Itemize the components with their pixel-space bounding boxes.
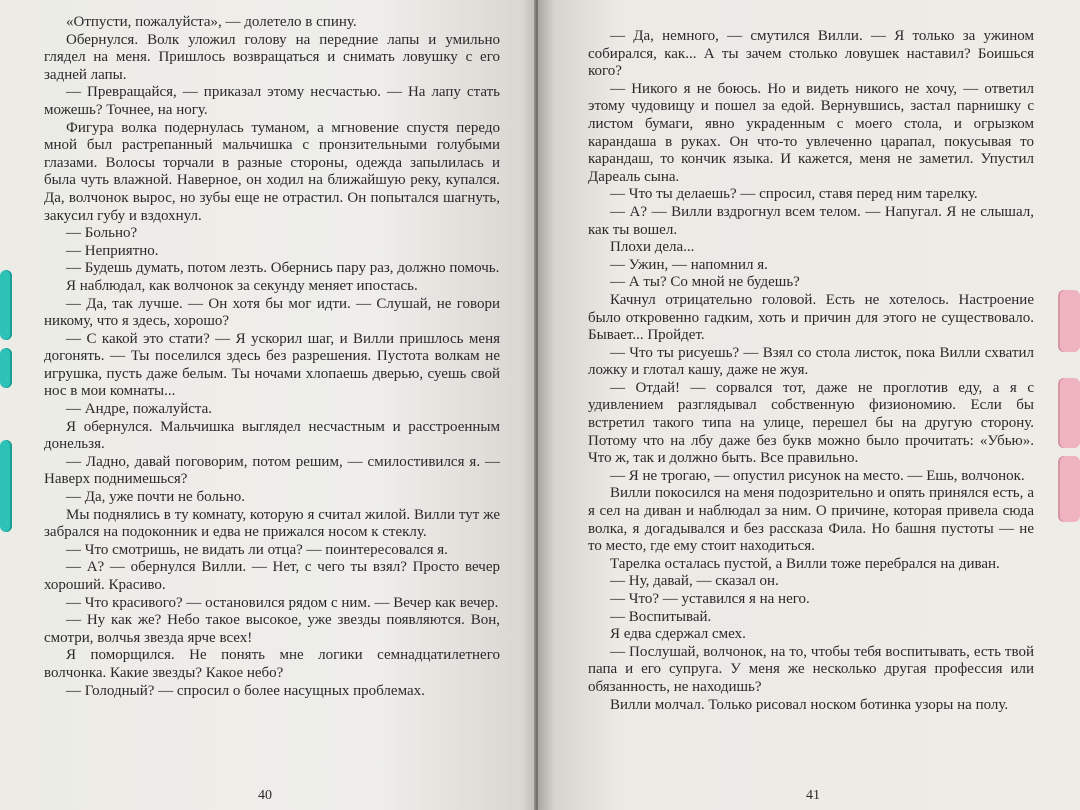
paragraph: Качнул отрицательно головой. Есть не хотелось. Настроение было откровенно гадким, хоть и причин для этого не существовало. Бывает... Пройдет. <box>588 291 1034 344</box>
paragraph: Я обернулся. Мальчишка выглядел несчастным и расстроенным донельзя. <box>44 418 500 453</box>
paragraph: — Ужин, — напомнил я. <box>610 256 768 273</box>
paragraph: — Ладно, давай поговорим, потом решим, — смилостивился я. — Наверх поднимешься? <box>44 453 500 488</box>
right-page <box>538 0 1080 810</box>
paragraph: — Я не трогаю, — опустил рисунок на место. — Ешь, волчонок. <box>610 467 1025 484</box>
left-page-text <box>44 14 500 700</box>
paragraph: — Андре, пожалуйста. <box>66 401 213 418</box>
paragraph: — Что? — уставился я на него. <box>610 591 810 607</box>
pink-bookmark-tab-middle <box>1058 378 1080 448</box>
paragraph: — Никого я не боюсь. Но и видеть никого не хочу, — ответил этому чудовищу и пошел за едой. Вернувшись, застал парнишку с листом бумаги, явно украденным с моего стола, и огрызком карандаша в руках. Он что-то увлеченно царапал, покусывая то карандаш, то кончик языка. И кажется, меня не заметил. Упустил Дареаль сына. <box>588 80 1034 185</box>
right-page-text <box>588 28 1034 714</box>
paragraph: Вилли молчал. Только рисовал носком ботинка узоры на полу. <box>610 696 1009 713</box>
paragraph: Фигура волка подернулась туманом, а мгновение спустя передо мной был растрепанный мальчишка с пронзительными голубыми глазами. Волосы торчали в разные стороны, одежда запылилась и была чуть влажной. Наверное, он ходил на ближайшую реку, купался. Да, волчонок вырос, но зубы еще не отрастил. Он попытался шагнуть, закусил губу и вздохнул. <box>44 119 500 224</box>
paragraph: Я едва сдержал смех. <box>610 626 746 643</box>
paragraph: — Да, немного, — смутился Вилли. — Я только за ужином собирался, как... А ты зачем столько ловушек наставил? Боишься кого? <box>588 28 1034 80</box>
paragraph: — Ну, давай, — сказал он. <box>610 573 779 590</box>
paragraph: — С какой это стати? — Я ускорил шаг, и Вилли пришлось меня догонять. — Ты поселился здесь без разрешения. Пустота волкам не игрушка, пусть даже белым. Ты ночами хлопаешь дверью, суешь свой нос в мои комнаты... <box>44 330 500 400</box>
paragraph: — Что ты делаешь? — спросил, ставя перед ним тарелку. <box>610 186 978 203</box>
paragraph: — Голодный? — спросил о более насущных проблемах. <box>66 682 425 699</box>
paragraph: Тарелка осталась пустой, а Вилли тоже перебрался на диван. <box>610 555 1000 572</box>
paragraph: Я поморщился. Не понять мне логики семнадцатилетнего волчонка. Какие звезды? Какое небо? <box>44 647 500 681</box>
paragraph: Плохи дела... <box>610 239 695 256</box>
paragraph: Вилли покосился на меня подозрительно и опять принялся есть, а я сел на диван и наблюдал за ним. О причине, которая привела сюда волка, я догадывался и без рассказа Фила. Но башня пустоты — не то место, где ему стоит находиться. <box>588 485 1034 555</box>
paragraph: — Будешь думать, потом лезть. Обернись пару раз, должно помочь. <box>66 260 500 277</box>
paragraph: «Отпусти, пожалуйста», — долетело в спину. <box>66 14 357 30</box>
paragraph: — Ну как же? Небо такое высокое, уже звезды появляются. Вон, смотри, волчья звезда ярче всех! <box>44 612 500 646</box>
paragraph: — А ты? Со мной не будешь? <box>610 274 800 291</box>
left-page-number: 40 <box>258 788 272 803</box>
paragraph: — Что смотришь, не видать ли отца? — поинтересовался я. <box>66 541 448 558</box>
paragraph: — Воспитывай. <box>610 608 712 625</box>
paragraph: — Послушай, волчонок, на то, чтобы тебя воспитывать, есть твой папа и его супруга. У меня же несколько другая профессия или обязанность, не находишь? <box>588 643 1034 695</box>
pink-bookmark-tab-lower <box>1058 456 1080 522</box>
paragraph: — Да, уже почти не больно. <box>66 489 246 506</box>
right-page-number: 41 <box>806 788 820 803</box>
paragraph: — Больно? <box>66 225 138 242</box>
paragraph: — А? — Вилли вздрогнул всем телом. — Напугал. Я не слышал, как ты вошел. <box>588 203 1034 238</box>
paragraph: — Что ты рисуешь? — Взял со стола листок, пока Вилли схватил ложку и глотал кашу, даже не жуя. <box>588 344 1034 379</box>
paragraph: — А? — обернулся Вилли. — Нет, с чего ты взял? Просто вечер хороший. Красиво. <box>44 559 500 593</box>
teal-bookmark-tab-lower <box>0 440 12 532</box>
teal-bookmark-tab-upper <box>0 270 12 340</box>
left-page <box>0 0 538 810</box>
paragraph: — Да, так лучше. — Он хотя бы мог идти. — Слушай, не говори никому, что я здесь, хорошо? <box>44 295 500 330</box>
paragraph: Мы поднялись в ту комнату, которую я считал жилой. Вилли тут же забрался на подоконник и едва не прижался носом к стеклу. <box>44 506 500 541</box>
paragraph: Я наблюдал, как волчонок за секунду меняет ипостась. <box>66 277 418 294</box>
paragraph: — Неприятно. <box>66 242 159 259</box>
teal-bookmark-tab-middle <box>0 348 12 388</box>
paragraph: — Превращайся, — приказал этому несчастью. — На лапу стать можешь? Точнее, на ногу. <box>44 84 500 118</box>
pink-bookmark-tab-upper <box>1058 290 1080 352</box>
paragraph: — Что красивого? — остановился рядом с ним. — Вечер как вечер. <box>66 594 499 611</box>
paragraph: — Отдай! — сорвался тот, даже не проглотив еду, а я с удивлением разглядывал собственную физиономию. Если бы встретил такого типа на улице, перешел бы на другую сторону. Потому что на лбу даже без букв можно было прочитать: «Убью». Что ж, так и должно быть. Все правильно. <box>588 379 1034 467</box>
paragraph: Обернулся. Волк уложил голову на передние лапы и умильно глядел на меня. Пришлось возвращаться и снимать ловушку с его задней лапы. <box>44 31 500 83</box>
